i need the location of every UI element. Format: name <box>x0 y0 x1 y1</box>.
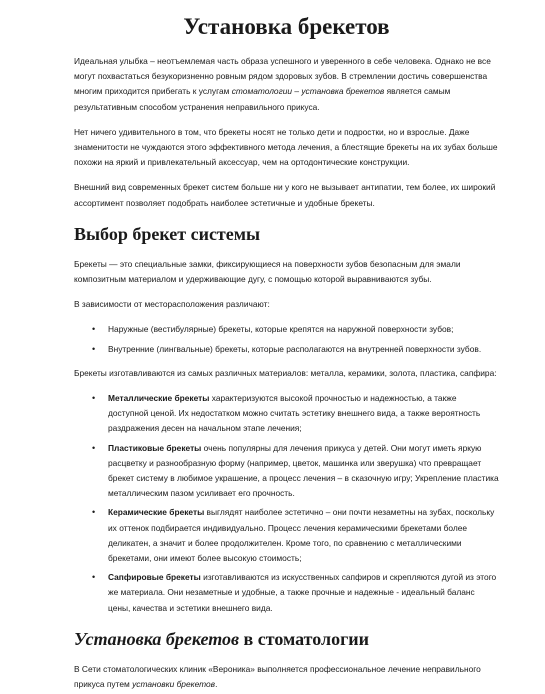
material-name: Металлические брекеты <box>108 393 210 404</box>
intro-dash: – <box>292 86 302 97</box>
placement-intro: В зависимости от месторасположения различают: <box>74 299 270 310</box>
placement-list <box>74 322 499 356</box>
intro-paragraph-2: Нет ничего удивительного в том, что брекеты носят не только дети и подростки, но и взрослые. Даже знаменитости не чуждаются этого эффективного метода лечения, а блестящие брекеты на их зубах больше похожи на яркий и привлекательный аксессуар, чем на ортодонтические конструкции. <box>74 126 498 168</box>
list-item-text: Наружные (вестибулярные) брекеты, которые крепятся на наружной поверхности зубов; <box>108 324 454 335</box>
bullet-icon: • <box>92 343 96 354</box>
clinic-italic-term: установки брекетов <box>132 679 216 690</box>
material-description: характеризуются высокой прочностью и надежностью, а также доступной ценой. Их недостатком можно считать эстетику внешнего вида, а также вероятность раздражения десен на начальном этапе лечения; <box>108 393 481 434</box>
intro-italic-term: установка брекетов <box>301 86 385 97</box>
bullet-icon: • <box>92 442 96 453</box>
intro-paragraph-1 <box>74 54 499 115</box>
page-title: Установка брекетов <box>183 14 390 39</box>
bullet-icon: • <box>92 324 96 335</box>
material-description: изготавливаются из искусственных сапфиров и скрепляются дугой из этого же материала. Они незаметные и удобные, а также прочные и надежные - идеальный баланс цены, качества и эстетики внешнего вида. <box>108 572 497 613</box>
clinic-paragraph <box>74 662 499 692</box>
list-item <box>92 441 499 502</box>
materials-list <box>74 391 499 616</box>
intro-italic-term: стоматологии <box>231 86 293 97</box>
materials-intro: Брекеты изготавливаются из самых различных материалов: металла, керамики, золота, пластика, сапфира: <box>74 367 497 378</box>
heading-italic-part: Установка брекетов <box>74 628 239 649</box>
list-item <box>92 342 499 357</box>
list-item <box>92 505 499 566</box>
section-heading-choice: Выбор брекет системы <box>74 223 261 244</box>
bullet-icon: • <box>92 572 96 583</box>
material-description: очень популярны для лечения прикуса у детей. Они могут иметь яркую расцветку и разнообразную форму (например, цветок, машинка или зверушка) что превращает брекет систему в любимое украшение, а процесс лечения – в сказочную игру; Укрепление пластика металлическим пазом усиливает его прочность. <box>108 442 499 499</box>
clinic-text-end: . <box>215 679 218 690</box>
material-name: Пластиковые брекеты <box>108 442 202 453</box>
intro-text: Идеальная улыбка – неотъемлемая часть образа успешного и уверенного в себе человека. Однако не все могут похвастаться безукоризненно ровным рядом здоровых зубов. В стремлении достичь совершенства многим приходится прибегать к услугам <box>74 56 491 97</box>
list-item <box>92 391 499 437</box>
material-name: Керамические брекеты <box>108 507 205 518</box>
bullet-icon: • <box>92 507 96 518</box>
definition-paragraph: Брекеты — это специальные замки, фиксирующиеся на поверхности зубов безопасным для эмали композитным материалом и удерживающие дугу, с помощью которой выравниваются зубы. <box>74 258 461 285</box>
section-heading-installation <box>74 628 499 650</box>
clinic-text: В Сети стоматологических клиник «Вероника» выполняется профессиональное лечение неправильного прикуса путем <box>74 663 481 690</box>
heading-rest: в стоматологии <box>239 628 370 649</box>
intro-paragraph-3: Внешний вид современных брекет систем больше ни у кого не вызывает антипатии, тем более, их широкий ассортимент позволяет подобрать наиболее эстетичные и удобные брекеты. <box>74 182 496 208</box>
list-item-text: Внутренние (лингвальные) брекеты, которые располагаются на внутренней поверхности зубов. <box>108 343 482 354</box>
material-name: Сапфировые брекеты <box>108 572 201 583</box>
intro-text: является самым результативным способом устранения неправильного прикуса. <box>74 86 451 112</box>
list-item <box>92 570 499 616</box>
material-description: выглядят наиболее эстетично – они почти незаметны на зубах, поскольку их оттенок подбирается индивидуально. Процесс лечения керамическими брекетами более деликатен, а значит и более продолжителен. Кроме того, по сравнению с металлическими брекетами, они имеют более высокую стоимость; <box>108 507 495 564</box>
list-item <box>92 322 499 337</box>
bullet-icon: • <box>92 393 96 404</box>
